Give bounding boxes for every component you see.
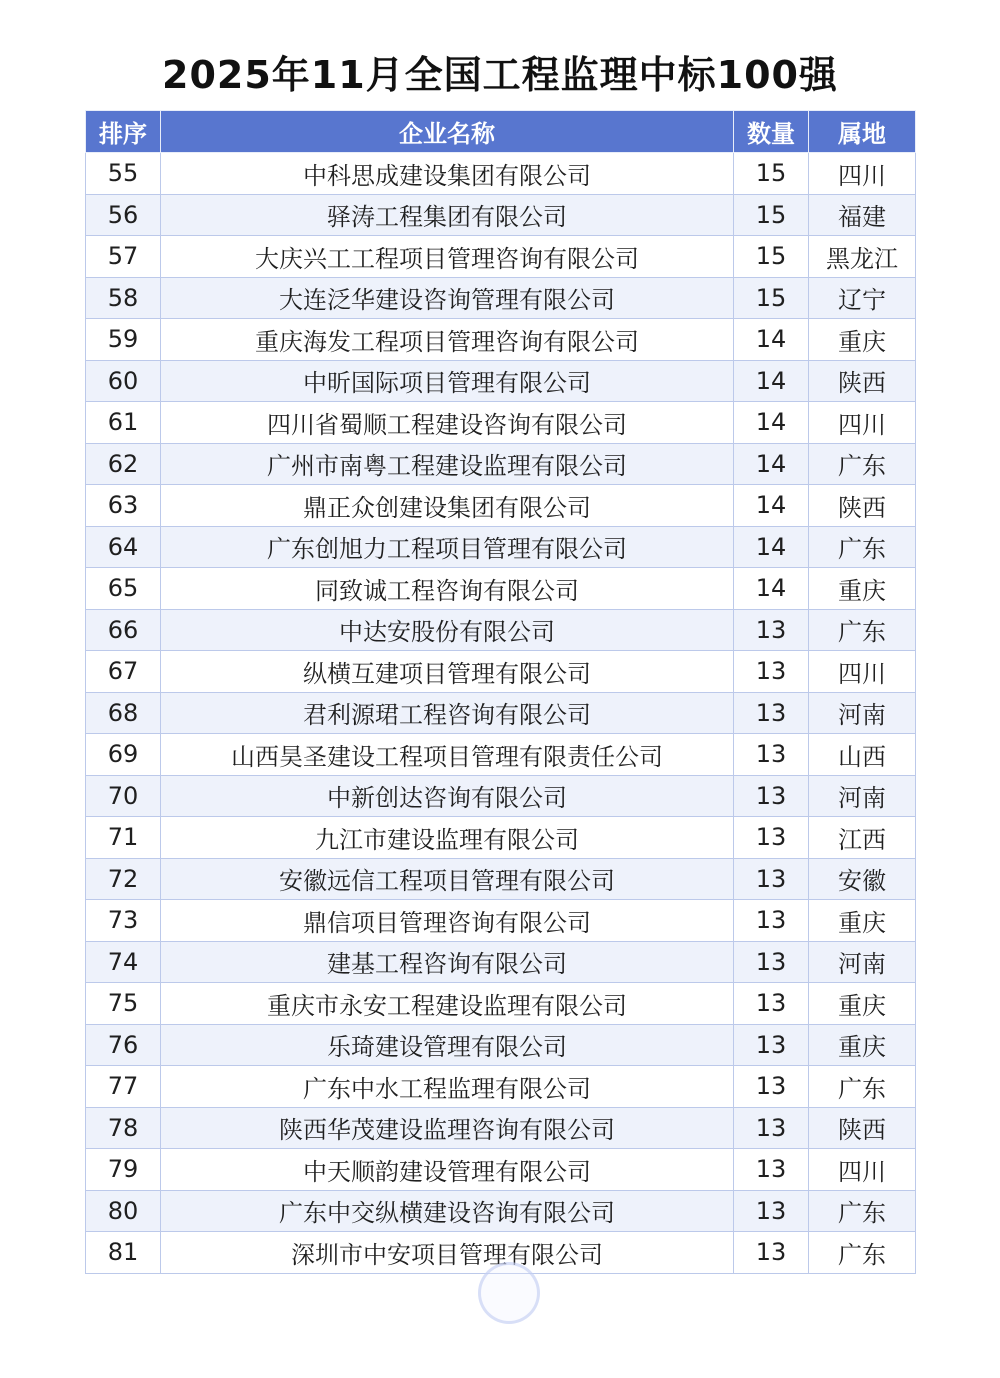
region-cell: 陕西 — [809, 360, 916, 402]
rank-cell: 56 — [86, 194, 161, 236]
region-cell: 广东 — [809, 526, 916, 568]
company-name-cell: 中天顺韵建设管理有限公司 — [161, 1149, 734, 1191]
rank-cell: 57 — [86, 236, 161, 278]
company-name-cell: 深圳市中安项目管理有限公司 — [161, 1232, 734, 1274]
count-cell: 14 — [734, 526, 809, 568]
company-name-cell: 同致诚工程咨询有限公司 — [161, 568, 734, 610]
count-cell: 13 — [734, 1232, 809, 1274]
company-name-cell: 乐琦建设管理有限公司 — [161, 1024, 734, 1066]
ranking-table — [85, 110, 916, 1274]
rank-cell: 59 — [86, 319, 161, 361]
count-cell: 14 — [734, 443, 809, 485]
region-cell: 四川 — [809, 153, 916, 195]
rank-cell: 78 — [86, 1107, 161, 1149]
table-row — [86, 1066, 916, 1108]
region-cell: 四川 — [809, 1149, 916, 1191]
company-name-cell: 陕西华茂建设监理咨询有限公司 — [161, 1107, 734, 1149]
count-cell: 13 — [734, 900, 809, 942]
company-name-cell: 广东中水工程监理有限公司 — [161, 1066, 734, 1108]
company-name-cell: 四川省蜀顺工程建设咨询有限公司 — [161, 402, 734, 444]
watermark-circle — [478, 1262, 540, 1324]
region-cell: 重庆 — [809, 900, 916, 942]
company-name-cell: 重庆市永安工程建设监理有限公司 — [161, 983, 734, 1025]
count-cell: 15 — [734, 277, 809, 319]
table-row — [86, 526, 916, 568]
region-cell: 重庆 — [809, 319, 916, 361]
company-name-cell: 大连泛华建设咨询管理有限公司 — [161, 277, 734, 319]
count-cell: 14 — [734, 360, 809, 402]
count-cell: 14 — [734, 485, 809, 527]
company-name-cell: 安徽远信工程项目管理有限公司 — [161, 858, 734, 900]
company-name-cell: 大庆兴工工程项目管理咨询有限公司 — [161, 236, 734, 278]
table-row — [86, 153, 916, 195]
company-name-cell: 广州市南粤工程建设监理有限公司 — [161, 443, 734, 485]
count-cell: 15 — [734, 153, 809, 195]
count-cell: 14 — [734, 319, 809, 361]
region-cell: 广东 — [809, 1232, 916, 1274]
company-name-cell: 建基工程咨询有限公司 — [161, 941, 734, 983]
region-cell: 河南 — [809, 941, 916, 983]
rank-cell: 79 — [86, 1149, 161, 1191]
table-row — [86, 651, 916, 693]
count-cell: 13 — [734, 775, 809, 817]
region-cell: 安徽 — [809, 858, 916, 900]
rank-cell: 60 — [86, 360, 161, 402]
region-cell: 广东 — [809, 443, 916, 485]
region-cell: 广东 — [809, 1066, 916, 1108]
rank-cell: 58 — [86, 277, 161, 319]
table-row — [86, 1107, 916, 1149]
rank-cell: 65 — [86, 568, 161, 610]
region-cell: 重庆 — [809, 983, 916, 1025]
table-row — [86, 858, 916, 900]
company-name-cell: 九江市建设监理有限公司 — [161, 817, 734, 859]
region-cell: 山西 — [809, 734, 916, 776]
region-cell: 黑龙江 — [809, 236, 916, 278]
count-cell: 13 — [734, 734, 809, 776]
rank-cell: 69 — [86, 734, 161, 776]
count-cell: 13 — [734, 1190, 809, 1232]
count-cell: 13 — [734, 1024, 809, 1066]
rank-cell: 64 — [86, 526, 161, 568]
company-name-cell: 重庆海发工程项目管理咨询有限公司 — [161, 319, 734, 361]
count-cell: 14 — [734, 568, 809, 610]
count-cell: 13 — [734, 858, 809, 900]
table-row — [86, 1024, 916, 1066]
table-row — [86, 402, 916, 444]
company-name-cell: 广东中交纵横建设咨询有限公司 — [161, 1190, 734, 1232]
count-cell: 13 — [734, 651, 809, 693]
company-name-cell: 君利源珺工程咨询有限公司 — [161, 692, 734, 734]
table-row — [86, 734, 916, 776]
company-name-cell: 中昕国际项目管理有限公司 — [161, 360, 734, 402]
header-region: 属地 — [809, 111, 916, 153]
page-title: 2025年11月全国工程监理中标100强 — [162, 53, 838, 97]
count-cell: 13 — [734, 1066, 809, 1108]
table-header-row — [86, 111, 916, 153]
company-name-cell: 中新创达咨询有限公司 — [161, 775, 734, 817]
rank-cell: 73 — [86, 900, 161, 942]
rank-cell: 70 — [86, 775, 161, 817]
region-cell: 重庆 — [809, 568, 916, 610]
table-row — [86, 692, 916, 734]
region-cell: 辽宁 — [809, 277, 916, 319]
table-row — [86, 568, 916, 610]
count-cell: 13 — [734, 609, 809, 651]
table-row — [86, 900, 916, 942]
rank-cell: 80 — [86, 1190, 161, 1232]
region-cell: 四川 — [809, 402, 916, 444]
rank-cell: 55 — [86, 153, 161, 195]
rank-cell: 63 — [86, 485, 161, 527]
table-row — [86, 360, 916, 402]
count-cell: 13 — [734, 1107, 809, 1149]
region-cell: 福建 — [809, 194, 916, 236]
table-row — [86, 609, 916, 651]
company-name-cell: 驿涛工程集团有限公司 — [161, 194, 734, 236]
table-row — [86, 1190, 916, 1232]
region-cell: 陕西 — [809, 485, 916, 527]
count-cell: 15 — [734, 236, 809, 278]
table-row — [86, 443, 916, 485]
region-cell: 重庆 — [809, 1024, 916, 1066]
header-company-name: 企业名称 — [161, 111, 734, 153]
rank-cell: 75 — [86, 983, 161, 1025]
table-row — [86, 236, 916, 278]
count-cell: 13 — [734, 692, 809, 734]
rank-cell: 67 — [86, 651, 161, 693]
company-name-cell: 鼎信项目管理咨询有限公司 — [161, 900, 734, 942]
table-row — [86, 1149, 916, 1191]
table-row — [86, 485, 916, 527]
region-cell: 江西 — [809, 817, 916, 859]
rank-cell: 66 — [86, 609, 161, 651]
rank-cell: 68 — [86, 692, 161, 734]
count-cell: 15 — [734, 194, 809, 236]
count-cell: 14 — [734, 402, 809, 444]
count-cell: 13 — [734, 983, 809, 1025]
region-cell: 广东 — [809, 609, 916, 651]
table-row — [86, 983, 916, 1025]
rank-cell: 61 — [86, 402, 161, 444]
count-cell: 13 — [734, 941, 809, 983]
header-count: 数量 — [734, 111, 809, 153]
company-name-cell: 鼎正众创建设集团有限公司 — [161, 485, 734, 527]
region-cell: 广东 — [809, 1190, 916, 1232]
rank-cell: 81 — [86, 1232, 161, 1274]
rank-cell: 71 — [86, 817, 161, 859]
table-row — [86, 319, 916, 361]
rank-cell: 74 — [86, 941, 161, 983]
table-row — [86, 817, 916, 859]
region-cell: 河南 — [809, 775, 916, 817]
rank-cell: 76 — [86, 1024, 161, 1066]
region-cell: 陕西 — [809, 1107, 916, 1149]
table-row — [86, 941, 916, 983]
region-cell: 四川 — [809, 651, 916, 693]
company-name-cell: 广东创旭力工程项目管理有限公司 — [161, 526, 734, 568]
rank-cell: 77 — [86, 1066, 161, 1108]
company-name-cell: 纵横互建项目管理有限公司 — [161, 651, 734, 693]
count-cell: 13 — [734, 1149, 809, 1191]
table-row — [86, 775, 916, 817]
table-row — [86, 277, 916, 319]
rank-cell: 72 — [86, 858, 161, 900]
rank-cell: 62 — [86, 443, 161, 485]
company-name-cell: 中科思成建设集团有限公司 — [161, 153, 734, 195]
company-name-cell: 中达安股份有限公司 — [161, 609, 734, 651]
header-rank: 排序 — [86, 111, 161, 153]
table-row — [86, 194, 916, 236]
company-name-cell: 山西昊圣建设工程项目管理有限责任公司 — [161, 734, 734, 776]
count-cell: 13 — [734, 817, 809, 859]
region-cell: 河南 — [809, 692, 916, 734]
